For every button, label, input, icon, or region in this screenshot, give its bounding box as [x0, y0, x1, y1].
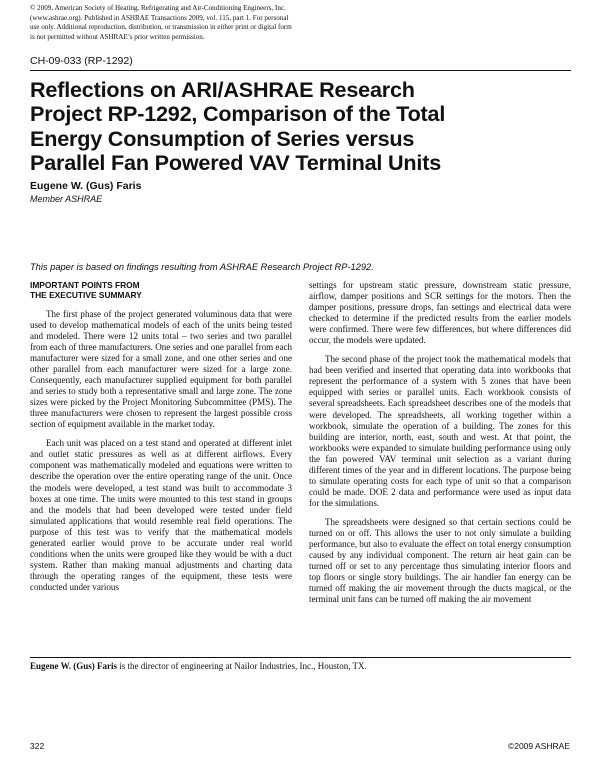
body-paragraph: The first phase of the project generated voluminous data that were used to develop mathematical models of each of the units being tested and modeled. There were 12 units total – two series and two parallel from each of three manufacturers. One series and one parallel from each manufacturer were sized for a small zone, and one other series and one other parallel from each manufacturer were sized for a large zone. Consequently, each manufacturer supplied equipment for both parallel and series to study both a representative small and large zone. The zone sizes were picked by the Project Monitoring Subcommittee (PMS). The three manufacturers were chosen to represent the largest possible cross section of equipment available in the market today. — [30, 308, 292, 430]
page-number: 322 — [30, 741, 45, 751]
footnote-text: is the director of engineering at Nailor Industries, Inc., Houston, TX. — [117, 661, 367, 671]
copyright-line: © 2009, American Society of Heating, Refrigerating and Air-Conditioning Engineers, Inc. — [30, 4, 286, 12]
title-line: Project RP-1292, Comparison of the Total — [30, 101, 446, 127]
copyright-line: (www.ashrae.org). Published in ASHRAE Transactions 2009, vol. 115, part 1. For personal — [30, 13, 289, 22]
left-column — [30, 280, 292, 601]
footnote-author-name: Eugene W. (Gus) Faris — [30, 661, 118, 671]
section-heading-line: THE EXECUTIVE SUMMARY — [30, 290, 142, 301]
section-heading — [30, 280, 292, 301]
copyright-line: is not permitted without ASHRAE’s prior written permission. — [30, 32, 205, 41]
title-line: Parallel Fan Powered VAV Terminal Units — [30, 150, 441, 176]
body-paragraph: Each unit was placed on a test stand and operated at different inlet and outlet static pressures as well as at different airflows. Every component was mathematically modeled and equations were written to describe the operation over the entire operating range of the unit. Once the models were developed, a test stand was built to accommodate 3 boxes at one time. The units were mounted to this test stand in groups and the models that had been developed were tested under field simulated applications that would resemble real field operations. The purpose of this test was to verify that the mathematical models generated earlier would prove to be accurate under real world conditions when the units were grouped like they would be with a duct system. Rather than making manual adjustments and charting data through the operating ranges of the equipment, these tests were conducted under various — [30, 438, 292, 592]
document-id: CH-09-033 (RP-1292) — [30, 55, 133, 67]
author-footnote — [30, 661, 367, 671]
copyright-notice — [30, 4, 370, 42]
page-copyright: ©2009 ASHRAE — [507, 741, 570, 751]
top-divider — [30, 70, 571, 71]
paper-title — [30, 78, 575, 176]
footnote-divider — [30, 657, 571, 658]
right-column — [309, 280, 571, 613]
body-paragraph: The second phase of the project took the mathematical models that had been verified and inserted that operating data into workbooks that represent the performance of a system with 5 zones that have been equipped with series or parallel units. Each workbook consists of several spreadsheets. Each spreadsheet describes one of the models that were developed. The spreadsheets, all working together within a workbook, simulate the operation of a building. The zones for this building are interior, north, east, south and west. At that point, the workbooks were expanded to simulate building performance using only the fan powered VAV terminal unit selection as a variant during different times of the year and in different locations. The purpose being to simulate operating costs for each type of unit so that a comparison could be made. DOE 2 data and performance were used as input data for the simulations. — [309, 354, 571, 508]
research-project-note: This paper is based on findings resulting from ASHRAE Research Project RP-1292. — [30, 262, 374, 272]
title-line: Energy Consumption of Series versus — [30, 125, 415, 151]
title-line: Reflections on ARI/ASHRAE Research — [30, 77, 415, 102]
section-heading-line: IMPORTANT POINTS FROM — [30, 280, 140, 290]
copyright-line: use only. Additional reproduction, distribution, or transmission in either print or digital form — [30, 23, 292, 32]
body-paragraph: settings for upstream static pressure, downstream static pressure, airflow, damper positions and SCR settings for the motors. Then the damper positions, pressure drops, fan settings and electrical data were checked to determine if the predicted results from the earlier models were confirmed. There were few differences, but where differences did occur, the models were updated. — [309, 280, 571, 346]
body-paragraph: The spreadsheets were designed so that certain sections could be turned on or off. This allows the user to not only simulate a building performance, but also to evaluate the effect on total energy consumption caused by any individual component. The return air heat gain can be turned off or set to any percentage thus simulating interior floors and top floors or single story buildings. The air handler fan energy can be turned off making the air movement through the ducts magical, or the terminal unit fans can be turned off making the air movement — [309, 516, 571, 605]
author-membership: Member ASHRAE — [30, 194, 103, 204]
author-name: Eugene W. (Gus) Faris — [30, 180, 142, 192]
